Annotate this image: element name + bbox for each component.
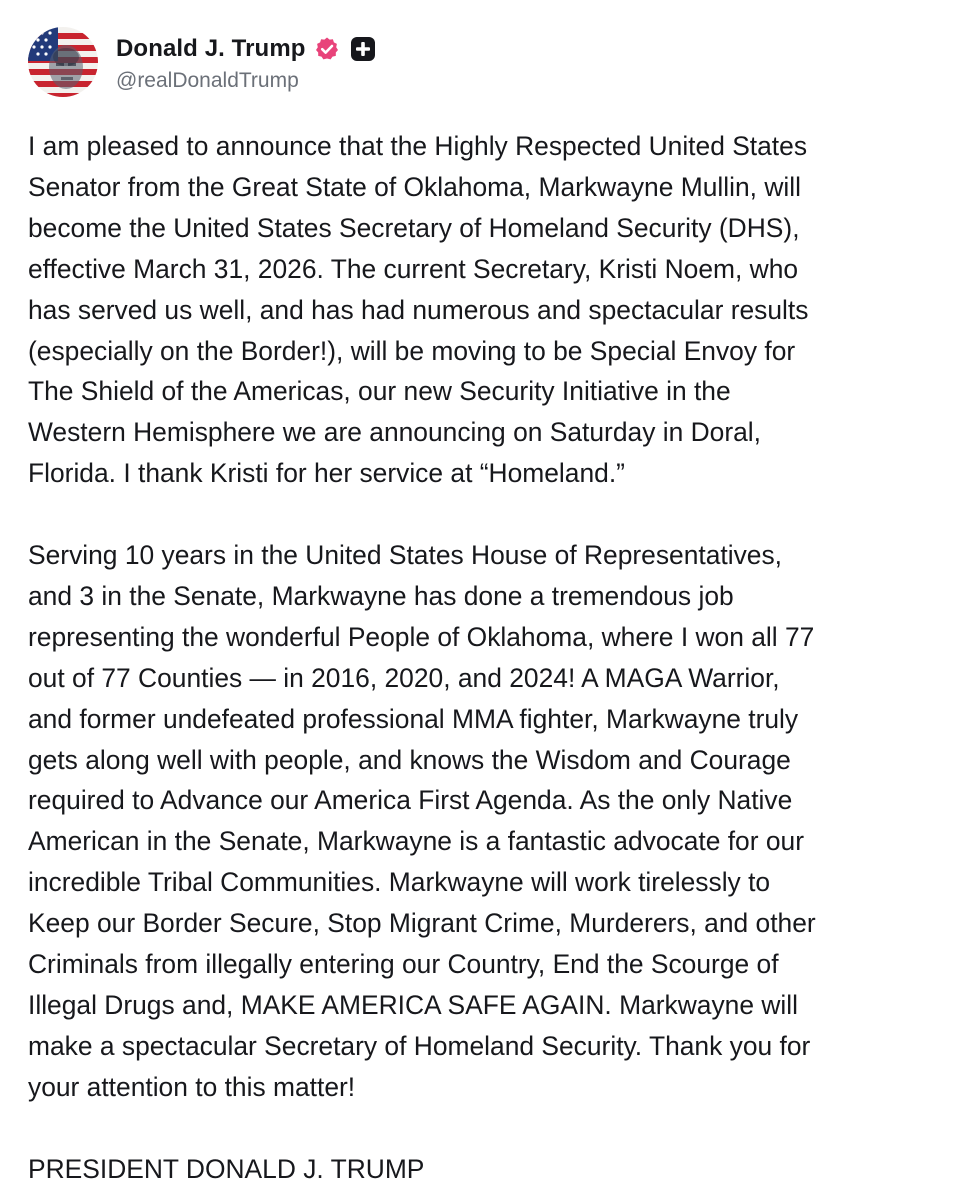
post-signature: PRESIDENT DONALD J. TRUMP — [28, 1153, 425, 1184]
avatar[interactable] — [28, 27, 98, 97]
post-header — [28, 26, 376, 98]
author-handle[interactable]: @realDonaldTrump — [116, 69, 299, 92]
plus-badge-icon — [350, 36, 376, 62]
flag-portrait-avatar-icon — [28, 27, 98, 97]
author-identity — [116, 31, 376, 93]
verified-badge-icon — [314, 36, 340, 62]
author-name-row — [116, 31, 376, 67]
paragraph-spacer — [28, 1108, 958, 1149]
post-paragraph-2: Serving 10 years in the United States House of Representatives, and 3 in the Senate, Markwayne has done a tremendous job representing the wonderful People of Oklahoma, where I won all 77 out of 77 Counties — in 2016, 2020, and 2024! A MAGA Warrior, and former undefeated professional MMA fighter, Markwayne truly gets along well with people, and knows the Wisdom and Courage required to Advance our America First Agenda. As the only Native American in the Senate, Markwayne is a fantastic advocate for our incredible Tribal Communities. Markwayne will work tirelessly to Keep our Border Secure, Stop Migrant Crime, Murderers, and other Criminals from illegally entering our Country, End the Scourge of Illegal Drugs and, MAKE AMERICA SAFE AGAIN. Markwayne will make a spectacular Secretary of Homeland Security. Thank you for your attention to this matter! — [28, 540, 816, 1102]
post-body — [28, 126, 958, 1190]
author-display-name[interactable]: Donald J. Trump — [116, 35, 306, 62]
paragraph-spacer — [28, 494, 958, 535]
post-paragraph-1: I am pleased to announce that the Highly Respected United States Senator from the Great State of Oklahoma, Markwayne Mullin, will become the United States Secretary of Homeland Security (DHS), effective March 31, 2026. The current Secretary, Kristi Noem, who has served us well, and has had numerous and spectacular results (especially on the Border!), will be moving to be Special Envoy for The Shield of the Americas, our new Security Initiative in the Western Hemisphere we are announcing on Saturday in Doral, Florida. I thank Kristi for her service at “Homeland.” — [28, 131, 809, 489]
